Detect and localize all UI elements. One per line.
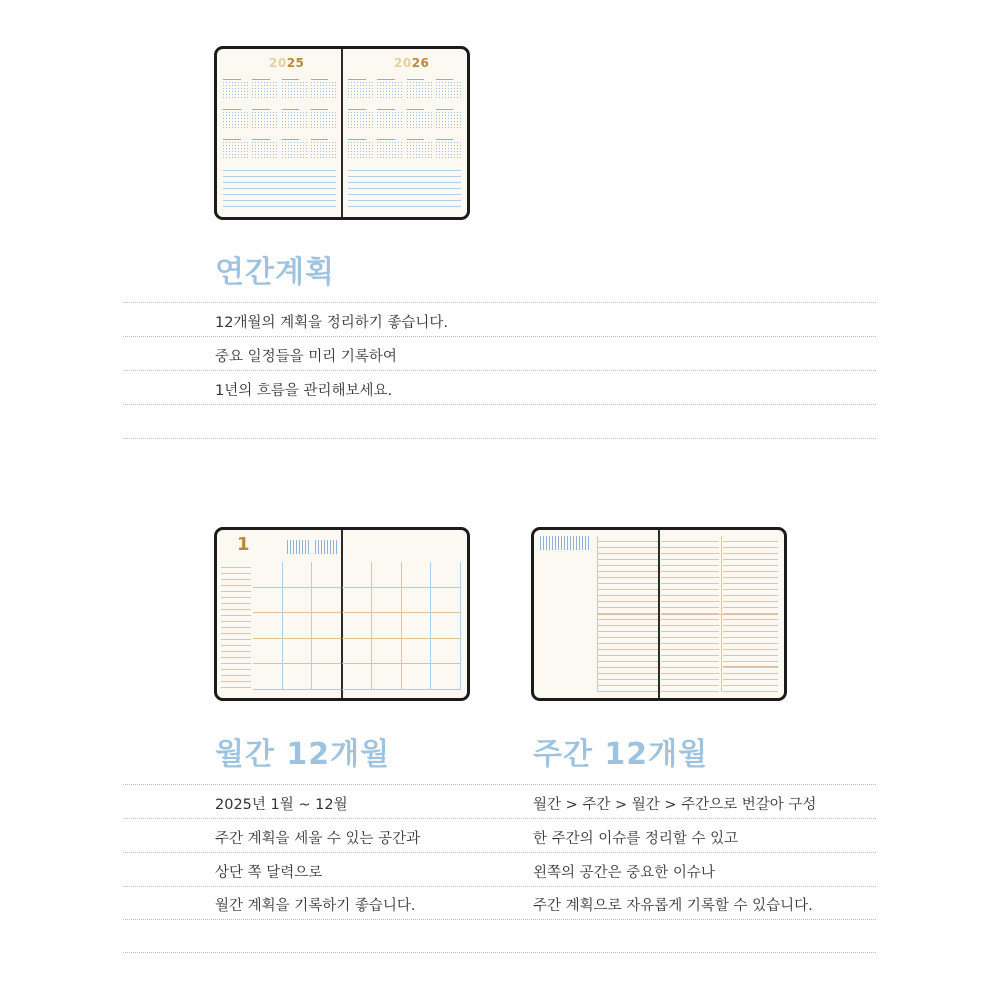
annual-planner-image: [214, 46, 470, 220]
monthly-line-4: 월간 계획을 기록하기 좋습니다.: [215, 898, 416, 914]
divider: [123, 852, 876, 853]
monthly-line-1: 2025년 1월 ~ 12월: [215, 797, 348, 813]
annual-line-1: 12개월의 계획을 정리하기 좋습니다.: [215, 315, 448, 331]
weekly-line-2: 한 주간의 이슈를 정리할 수 있고: [533, 831, 739, 847]
mini-calendars-right: [348, 75, 461, 159]
weekly-right-page: [659, 530, 784, 698]
divider: [123, 952, 876, 953]
ruled-lines-left: [223, 165, 336, 211]
month-grid-left: [253, 562, 342, 690]
divider: [123, 919, 876, 920]
weekly-line-3: 왼쪽의 공간은 중요한 이슈나: [533, 865, 715, 881]
month-grid-right: [342, 562, 461, 690]
divider: [123, 336, 876, 337]
divider: [123, 370, 876, 371]
year-left: 2025: [269, 56, 305, 70]
divider: [123, 438, 876, 439]
monthly-line-3: 상단 쪽 달력으로: [215, 865, 323, 881]
monthly-left-page: [217, 530, 342, 698]
annual-right-page: [342, 49, 467, 217]
annual-line-2: 중요 일정들을 미리 기록하여: [215, 349, 397, 365]
monthly-line-2: 주간 계획을 세울 수 있는 공간과: [215, 831, 421, 847]
annual-title: 연간계획: [215, 255, 335, 290]
annual-left-page: [217, 49, 342, 217]
side-notes: [221, 562, 251, 690]
monthly-right-page: [342, 530, 467, 698]
weekly-left-page: [534, 530, 659, 698]
monthly-planner-image: [214, 527, 470, 701]
weekly-line-1: 월간 > 주간 > 월간 > 주간으로 번갈아 구성: [533, 797, 817, 813]
divider: [123, 818, 876, 819]
year-right: 2026: [394, 56, 430, 70]
monthly-title: 월간 12개월: [215, 737, 391, 772]
weekly-title: 주간 12개월: [533, 737, 709, 772]
divider: [123, 404, 876, 405]
month-number: 1: [237, 534, 250, 555]
weekly-planner-image: [531, 527, 787, 701]
divider: [123, 302, 876, 303]
ruled-lines-right: [348, 165, 461, 211]
divider: [123, 784, 876, 785]
annual-line-3: 1년의 흐름을 관리해보세요.: [215, 383, 393, 399]
mini-calendars-left: [223, 75, 336, 159]
weekly-line-4: 주간 계획으로 자유롭게 기록할 수 있습니다.: [533, 898, 813, 914]
divider: [123, 886, 876, 887]
